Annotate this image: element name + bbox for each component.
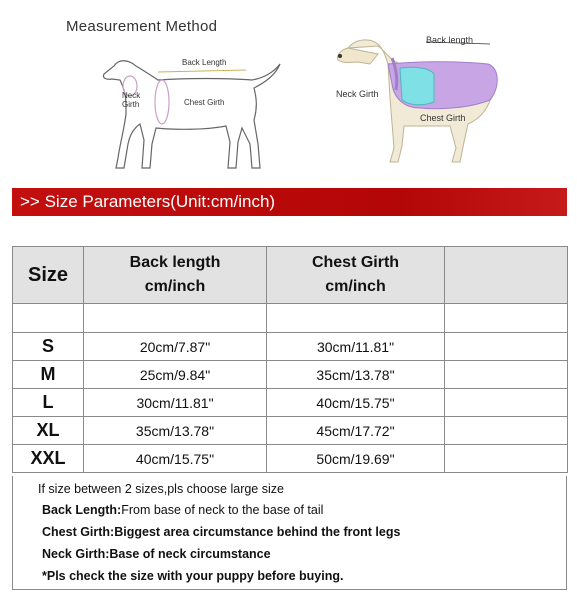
size-cell: S: [13, 333, 84, 361]
empty-header: [445, 247, 568, 304]
blank-cell: [13, 304, 84, 333]
back-length-note-label: Back Length:: [42, 503, 122, 517]
neck-girth-note-text: Base of neck circumstance: [109, 547, 271, 561]
size-cell: XXL: [13, 445, 84, 473]
left-chest-girth-label: Chest Girth: [184, 98, 225, 107]
back-length-cell: 30cm/11.81": [84, 389, 267, 417]
left-girth-label: Girth: [122, 100, 140, 109]
chest-girth-header-line2: cm/inch: [325, 278, 386, 295]
chest-girth-note: [42, 525, 400, 539]
back-length-header-line1: Back length: [129, 254, 221, 271]
table-row: [13, 361, 568, 389]
back-length-note: [42, 503, 323, 517]
back-length-cell: 40cm/15.75": [84, 445, 267, 473]
back-length-header-line2: cm/inch: [144, 278, 206, 295]
dog-outline-path: [103, 61, 280, 168]
empty-cell: [445, 445, 568, 473]
chest-girth-cell: 45cm/17.72": [267, 417, 445, 445]
left-neck-label: Neck: [122, 91, 141, 100]
table-row: [13, 389, 568, 417]
blank-cell: [84, 304, 267, 333]
blank-row: [13, 304, 568, 333]
size-cell: M: [13, 361, 84, 389]
back-length-cell: 20cm/7.87": [84, 333, 267, 361]
chest-girth-cell: 40cm/15.75": [267, 389, 445, 417]
neck-girth-note: [42, 547, 271, 561]
size-cell: XL: [13, 417, 84, 445]
size-header: Size: [13, 247, 84, 304]
vest-chest-panel: [400, 67, 434, 105]
table-row: [13, 445, 568, 473]
right-neck-girth-label: Neck Girth: [336, 89, 379, 99]
blank-cell: [267, 304, 445, 333]
chest-girth-cell: 50cm/19.69": [267, 445, 445, 473]
size-parameters-banner: >> Size Parameters(Unit:cm/inch): [12, 188, 567, 216]
back-length-header: [84, 247, 267, 304]
left-back-length-label: Back Length: [182, 58, 227, 67]
check-size-note: [42, 569, 343, 583]
size-cell: L: [13, 389, 84, 417]
back-length-note-text: From base of neck to the base of tail: [121, 503, 324, 517]
chest-girth-header: [267, 247, 445, 304]
empty-cell: [445, 361, 568, 389]
dog-nose: [338, 54, 342, 58]
table-row: [13, 417, 568, 445]
table-row: [13, 333, 568, 361]
dog-wearing-vest-illustration: [330, 28, 530, 174]
measurement-title: Measurement Method: [66, 18, 218, 35]
empty-cell: [445, 417, 568, 445]
right-back-length-label: Back length: [426, 35, 474, 45]
back-length-line: [158, 70, 246, 72]
chest-girth-cell: 35cm/13.78": [267, 361, 445, 389]
measurement-method-section: [0, 0, 577, 186]
back-length-cell: 25cm/9.84": [84, 361, 267, 389]
chest-girth-note-text: Biggest area circumstance behind the front legs: [114, 525, 401, 539]
chest-girth-ring: [155, 80, 169, 124]
dog-head-path: [337, 48, 378, 64]
back-length-cell: 35cm/13.78": [84, 417, 267, 445]
chest-girth-cell: 30cm/11.81": [267, 333, 445, 361]
chest-girth-note-label: Chest Girth:: [42, 525, 115, 539]
empty-cell: [445, 333, 568, 361]
neck-girth-note-label: Neck Girth:: [42, 547, 110, 561]
blank-cell: [445, 304, 568, 333]
size-between-note: If size between 2 sizes,pls choose large size: [38, 482, 284, 496]
check-size-note-text: *Pls check the size with your puppy before buying.: [42, 569, 344, 583]
table-header-row: [13, 247, 568, 304]
size-table: [12, 246, 568, 473]
chest-girth-header-line1: Chest Girth: [311, 254, 400, 271]
empty-cell: [445, 389, 568, 417]
right-chest-girth-label: Chest Girth: [420, 113, 466, 123]
